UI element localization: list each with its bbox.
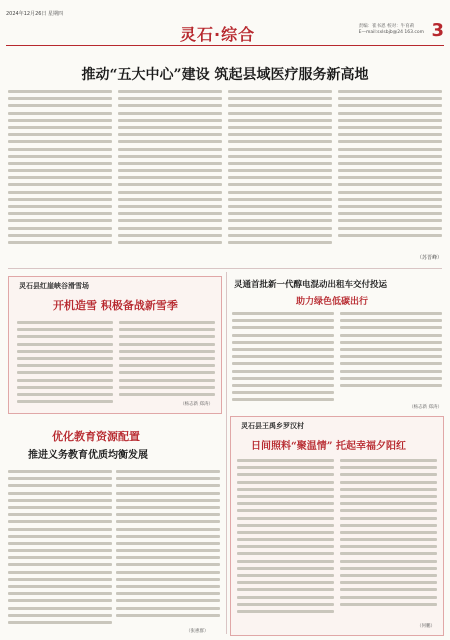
- masthead-rule: [6, 45, 444, 46]
- elderly-signoff: （何鹏）: [417, 624, 435, 629]
- editor-info: [359, 24, 424, 36]
- page-number: 3: [431, 20, 444, 41]
- taxi-column-1: [232, 312, 334, 405]
- dateline: 2024年12月26日 星期四: [6, 11, 64, 17]
- ski-title: 开机造雪 积极备战新雪季: [53, 299, 178, 312]
- elderly-column-1: [237, 459, 334, 617]
- lead-column-2: [118, 90, 222, 248]
- edu-column-2: [116, 470, 220, 621]
- edu-column-1: [8, 470, 112, 628]
- taxi-signoff: （杨志新 郑涛）: [409, 405, 442, 410]
- editor-names: 责编：崔书恩 校对：牛育莉: [358, 24, 415, 29]
- elderly-column-2: [340, 459, 437, 610]
- edu-signoff: （张惠群）: [186, 629, 209, 634]
- ski-signoff: （杨志新 郑涛）: [180, 402, 213, 407]
- ski-kicker: 灵石县红崖峡谷滑雪场: [19, 282, 89, 290]
- lead-column-1: [8, 90, 112, 248]
- divider-lead: [8, 268, 442, 269]
- edu-title-1: 优化教育资源配置: [52, 430, 140, 443]
- elderly-title: 日间照料“聚温情” 托起幸福夕阳红: [251, 441, 406, 452]
- elderly-kicker: 灵石县王禹乡罗汉村: [241, 422, 304, 430]
- taxi-title-1: 灵通首批新一代醇电混动出租车交付投运: [234, 280, 388, 290]
- taxi-column-2: [340, 312, 442, 391]
- lead-headline: 推动“五大中心”建设 筑起县域医疗服务新高地: [81, 67, 369, 83]
- ski-column-2: [119, 321, 215, 400]
- divider-center: [226, 272, 227, 634]
- lead-column-4: [338, 90, 442, 241]
- lead-column-3: [228, 90, 332, 248]
- feature-box-ski: [8, 276, 222, 414]
- masthead: [0, 22, 450, 46]
- lead-signoff: （苏晋峰）: [416, 255, 442, 261]
- taxi-title-2: 助力绿色低碳出行: [296, 297, 369, 307]
- feature-box-elderly: [230, 416, 444, 636]
- edu-title-2: 推进义务教育优质均衡发展: [28, 450, 148, 461]
- section-title: 灵石·综合: [180, 25, 256, 44]
- editor-email: E—mail:sxlsbjb@24 163.com: [358, 30, 424, 35]
- ski-column-1: [17, 321, 113, 407]
